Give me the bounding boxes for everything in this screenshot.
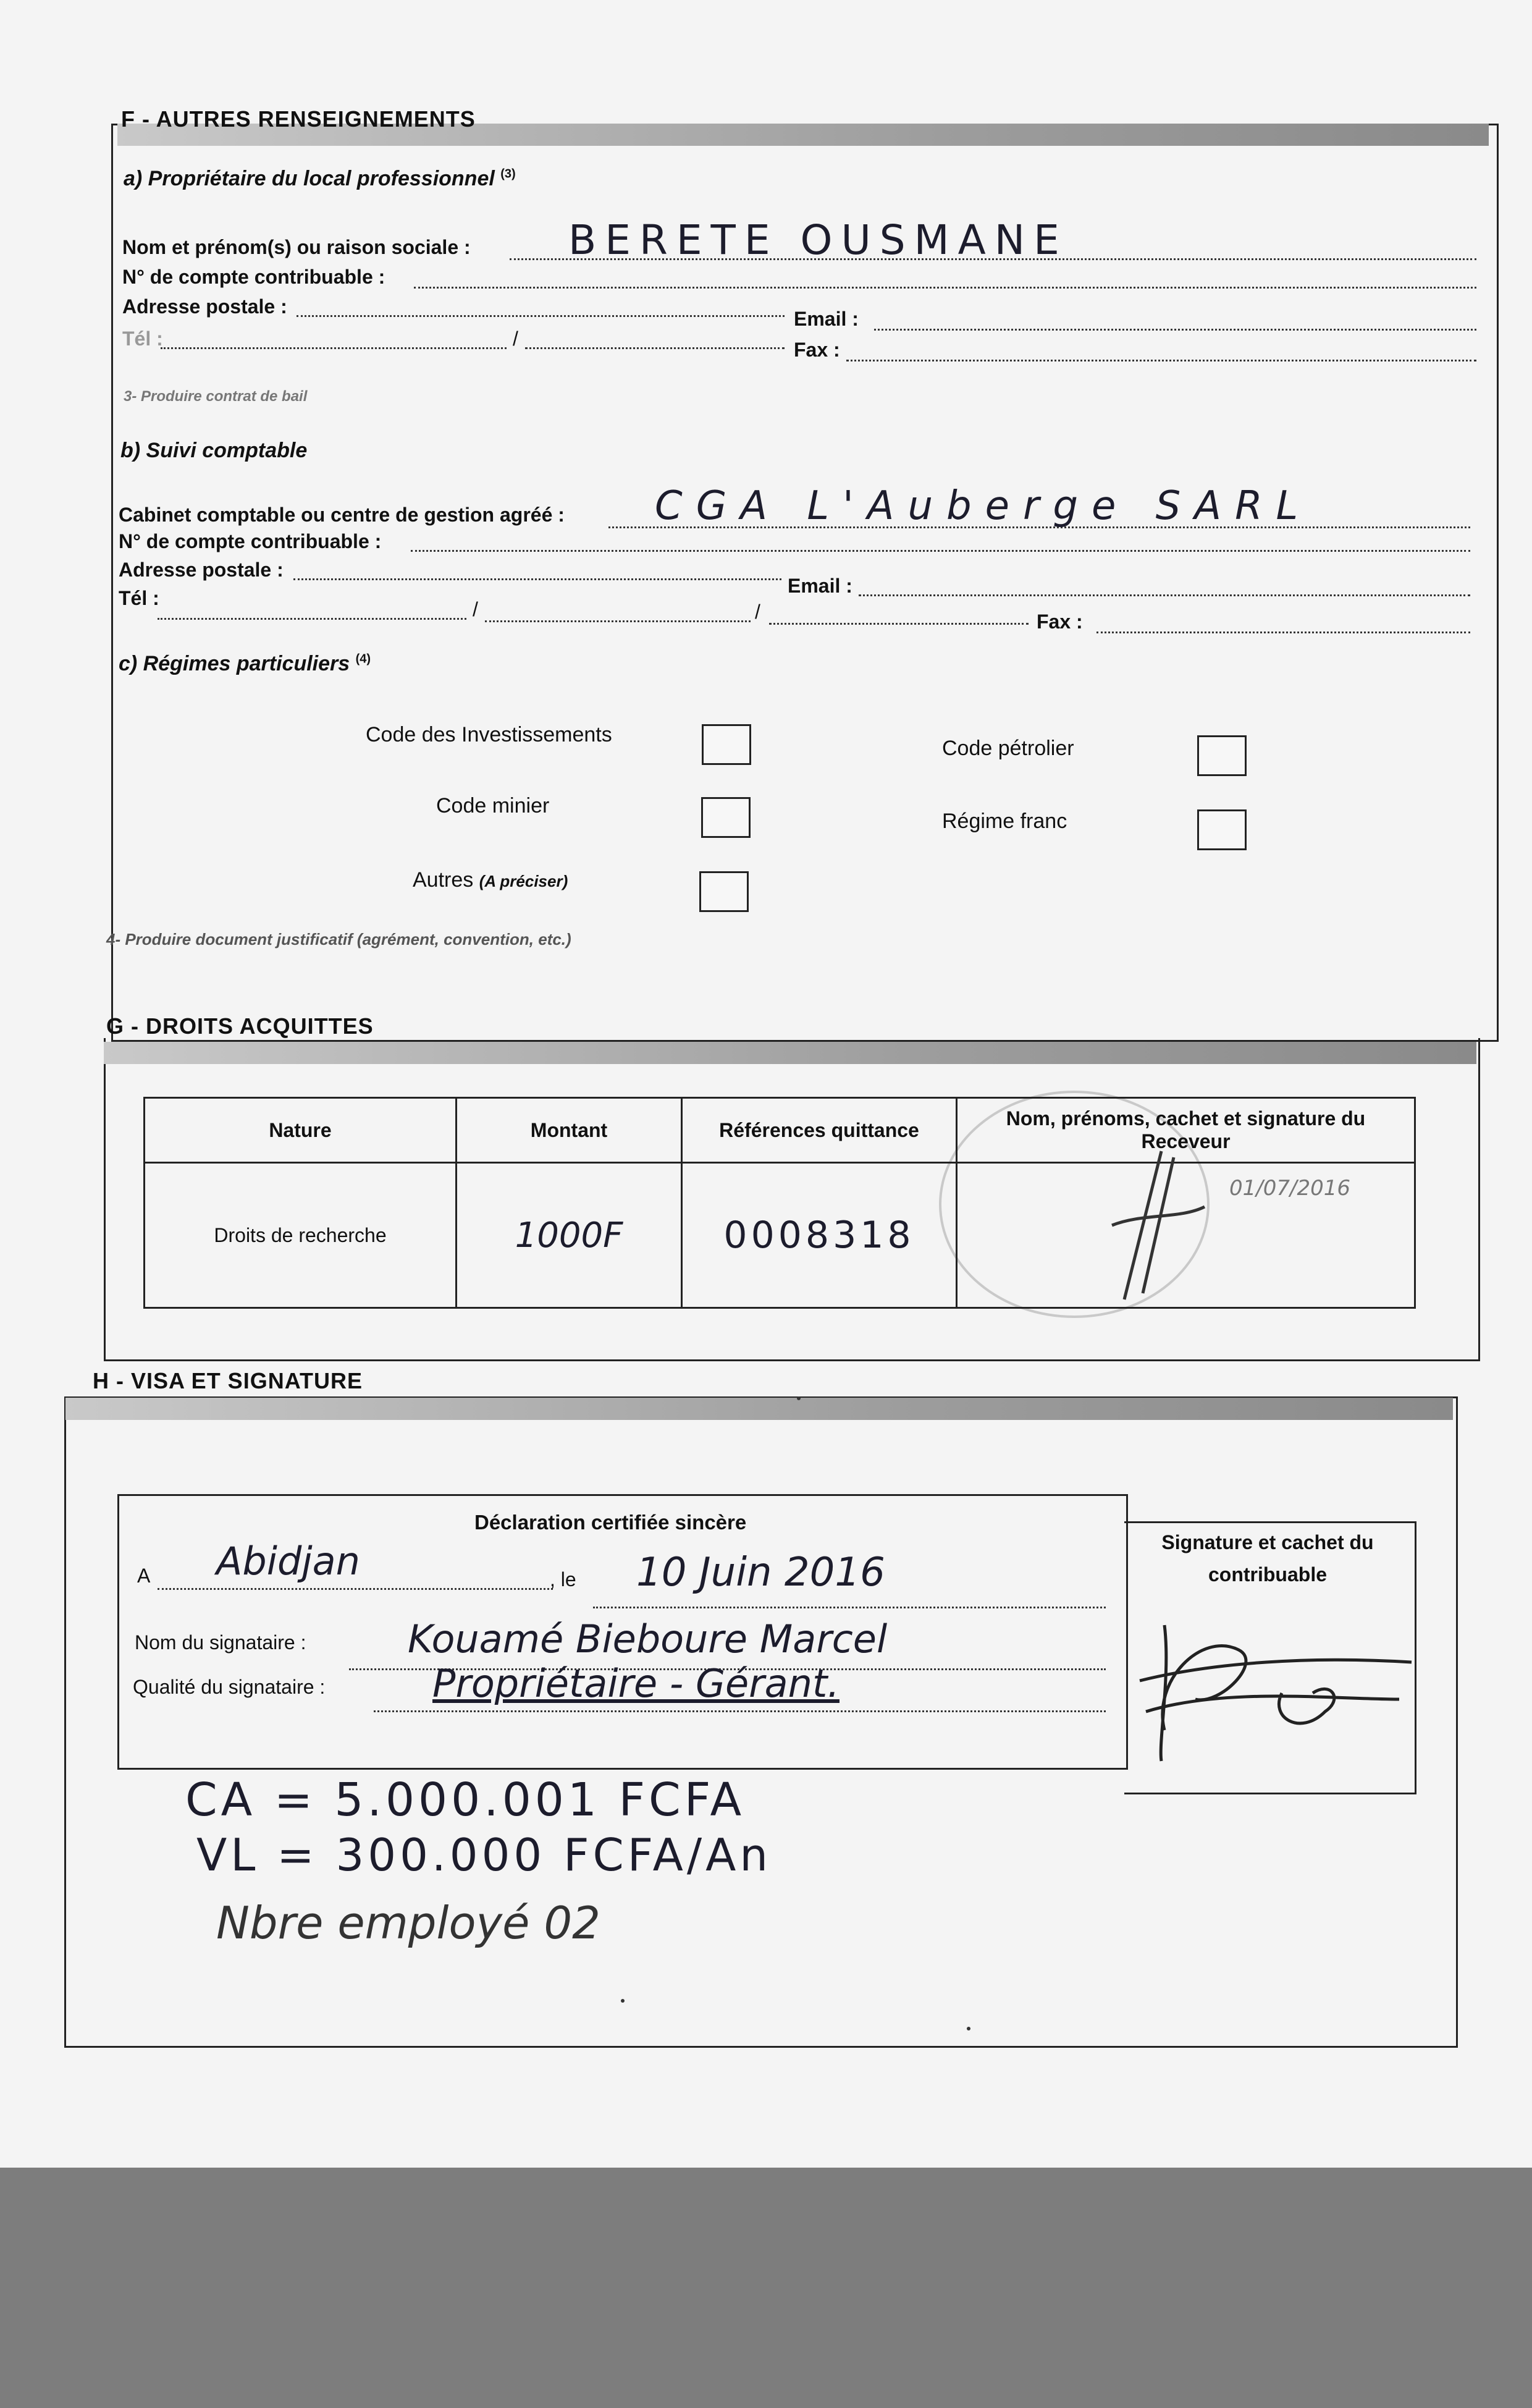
- scan-speck: [621, 1999, 625, 2003]
- note-employes: Nbre employé 02: [216, 1897, 600, 1949]
- option-code-petrolier-checkbox[interactable]: [1197, 735, 1247, 776]
- note-4: 4- Produire document justificatif (agrément, convention, etc.): [106, 930, 571, 948]
- date-value: 10 Juin 2016: [636, 1550, 885, 1595]
- droits-header-nature: Nature: [145, 1098, 457, 1163]
- lieu-dotted-field[interactable]: [158, 1588, 553, 1590]
- note-3: 3- Produire contrat de bail: [124, 388, 308, 405]
- sub-heading-a: a) Propriétaire du local professionnel $^{(3)}$: [124, 167, 516, 190]
- option-code-petrolier-label: Code pétrolier: [942, 737, 1074, 760]
- adresse-label-a: Adresse postale :: [122, 295, 287, 318]
- date-dotted-field[interactable]: [593, 1607, 1106, 1608]
- section-g-band: [104, 1042, 1476, 1064]
- email-label-b: Email :: [788, 575, 852, 597]
- qualite-dotted-field[interactable]: [374, 1710, 1106, 1712]
- receveur-signature: [1087, 1145, 1211, 1306]
- tel-slash-a: /: [513, 327, 518, 350]
- option-autres-label: Autres (A préciser): [413, 868, 568, 892]
- cabinet-label: Cabinet comptable ou centre de gestion agréé :: [119, 504, 565, 526]
- droits-header-montant: Montant: [457, 1098, 682, 1163]
- adresse-dotted-field-a[interactable]: [297, 315, 785, 317]
- tel2-dotted-field-b[interactable]: [485, 620, 751, 622]
- note-vl: VL = 300.000 FCFA/An: [196, 1829, 772, 1881]
- note-ca: CA = 5.000.001 FCFA: [185, 1773, 746, 1827]
- droits-table-header-row: [145, 1098, 1415, 1163]
- tel-slash-b1: /: [473, 598, 478, 620]
- droits-montant-cell: [457, 1163, 682, 1308]
- tel3-dotted-field-b[interactable]: [769, 623, 1029, 625]
- droits-nature-cell: Droits de recherche: [145, 1163, 457, 1308]
- droits-montant-value: 1000F: [515, 1215, 623, 1256]
- compte-label-b: N° de compte contribuable :: [119, 530, 382, 552]
- fax-label-b: Fax :: [1037, 610, 1083, 633]
- option-code-investissements-checkbox[interactable]: [702, 724, 751, 765]
- email-label-a: Email :: [794, 308, 859, 330]
- qualite-value: Propriétaire - Gérant.: [432, 1661, 840, 1706]
- email-dotted-field-a[interactable]: [874, 329, 1476, 331]
- option-regime-franc-checkbox[interactable]: [1197, 809, 1247, 850]
- tel-dotted-field-b[interactable]: [158, 618, 466, 620]
- fax-dotted-field-b[interactable]: [1096, 632, 1470, 633]
- tel-label-a: Tél :: [122, 327, 163, 350]
- fax-label-a: Fax :: [794, 339, 840, 361]
- sub-heading-c: c) Régimes particuliers $^{(4)}$: [119, 652, 371, 675]
- compte-dotted-field-a[interactable]: [414, 287, 1476, 289]
- option-code-minier-label: Code minier: [436, 794, 550, 817]
- option-autres-checkbox[interactable]: [699, 871, 749, 912]
- compte-dotted-field-b[interactable]: [411, 550, 1470, 552]
- signataire-label: Nom du signataire :: [135, 1631, 306, 1654]
- email-dotted-field-b[interactable]: [859, 594, 1470, 596]
- fax-dotted-field-a[interactable]: [846, 360, 1476, 361]
- lieu-value: Abidjan: [216, 1539, 360, 1584]
- droits-header-references: Références quittance: [682, 1098, 957, 1163]
- droits-reference-value: 0008318: [723, 1214, 915, 1257]
- declaration-title: Déclaration certifiée sincère: [474, 1511, 747, 1534]
- option-code-investissements-label: Code des Investissements: [366, 723, 612, 746]
- adresse-label-b: Adresse postale :: [119, 559, 284, 581]
- section-h-title: H - VISA ET SIGNATURE: [93, 1368, 363, 1393]
- contribuable-signature: [1127, 1607, 1418, 1767]
- section-f-title: F - AUTRES RENSEIGNEMENTS: [121, 106, 476, 132]
- option-code-minier-checkbox[interactable]: [701, 797, 751, 838]
- droits-header-receveur: Nom, prénoms, cachet et signature du Receveur: [957, 1098, 1415, 1163]
- qualite-label: Qualité du signataire :: [133, 1676, 326, 1698]
- sub-heading-b: b) Suivi comptable: [120, 439, 308, 462]
- signataire-value: Kouamé Bieboure Marcel: [408, 1616, 888, 1662]
- section-h-band: [65, 1398, 1453, 1420]
- droits-table: [143, 1097, 1416, 1309]
- droits-reference-cell: [682, 1163, 957, 1308]
- nom-label: Nom et prénom(s) ou raison sociale :: [122, 236, 471, 258]
- scan-speck: [967, 2027, 970, 2030]
- date-label: , le: [550, 1568, 576, 1591]
- tel-slash-b2: /: [755, 601, 760, 623]
- tel-dotted-field-a[interactable]: [161, 347, 507, 349]
- receveur-date: 01/07/2016: [1229, 1176, 1350, 1201]
- cabinet-value: CGA L'Auberge SARL: [655, 483, 1312, 529]
- signature-title: Signature et cachet du contribuable: [1161, 1531, 1374, 1586]
- section-g-title: G - DROITS ACQUITTES: [106, 1013, 374, 1039]
- droits-receveur-cell: [957, 1163, 1415, 1308]
- nom-value: BERETE OUSMANE: [568, 216, 1068, 264]
- option-regime-franc-label: Régime franc: [942, 809, 1067, 833]
- table-row: [145, 1163, 1415, 1308]
- adresse-dotted-field-b[interactable]: [293, 578, 781, 580]
- lieu-label: A: [137, 1565, 151, 1587]
- tel-label-b: Tél :: [119, 587, 159, 609]
- tel2-dotted-field-a[interactable]: [525, 347, 785, 349]
- compte-label-a: N° de compte contribuable :: [122, 266, 385, 288]
- scan-speck: [797, 1396, 801, 1400]
